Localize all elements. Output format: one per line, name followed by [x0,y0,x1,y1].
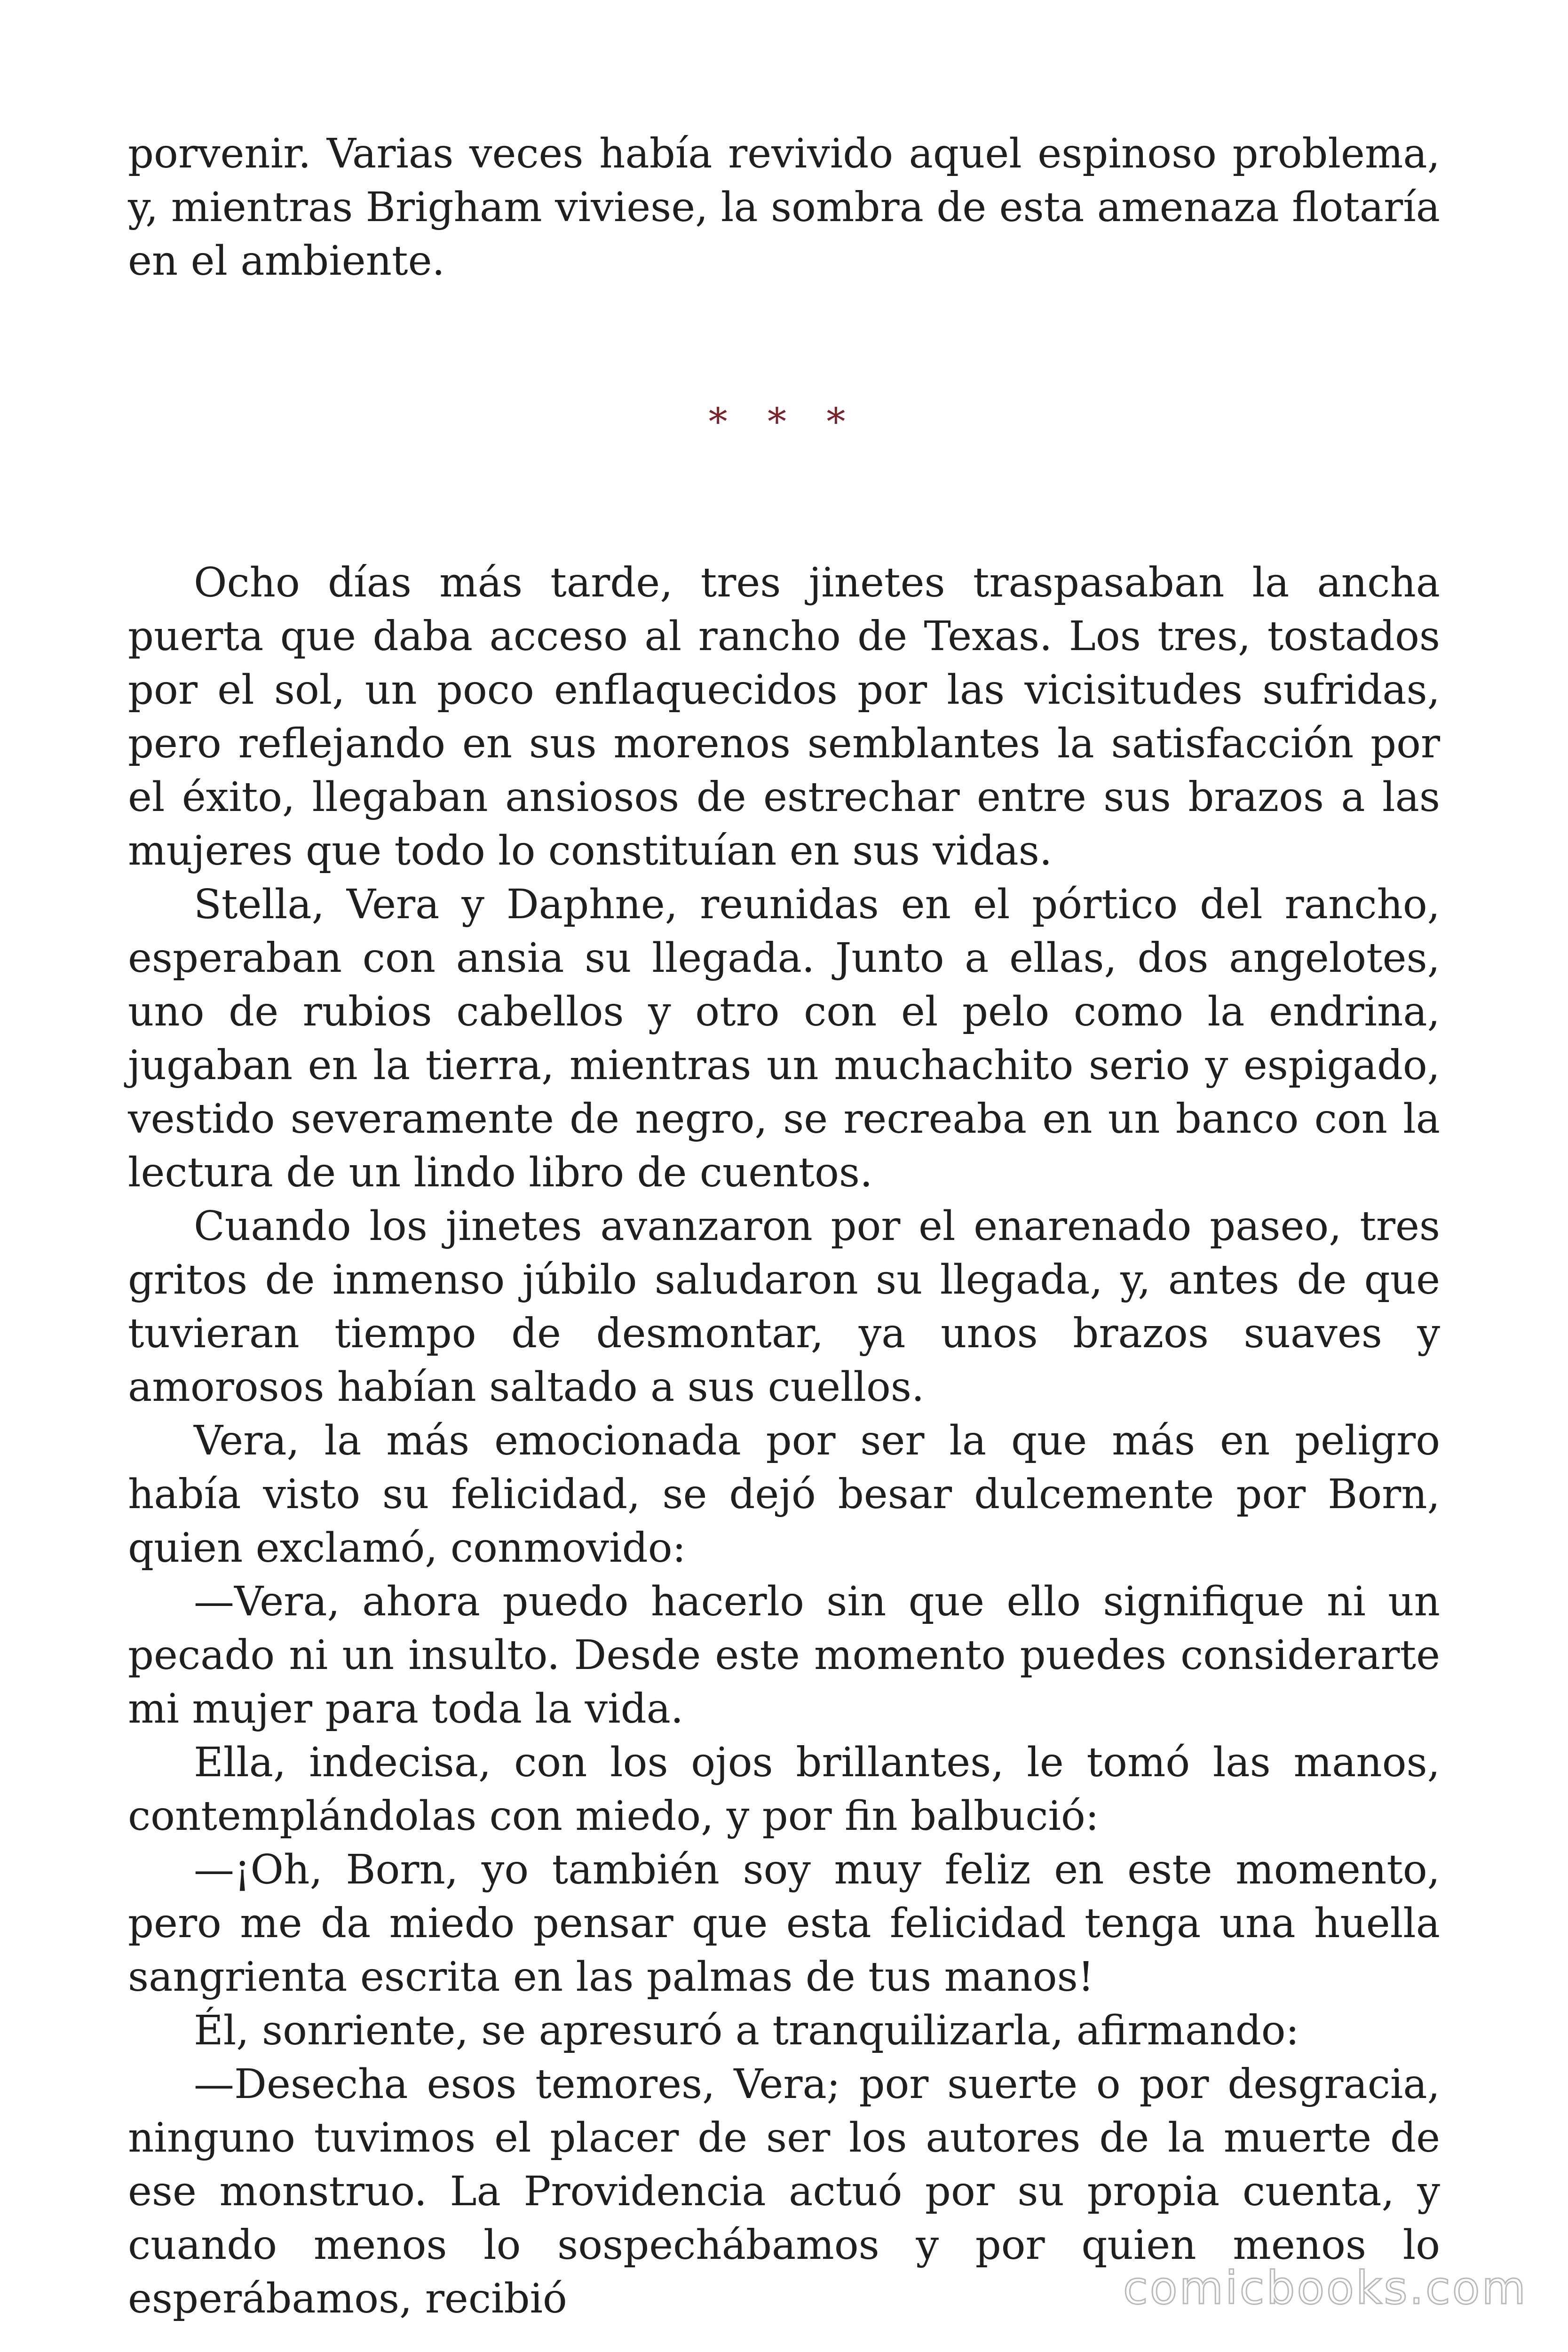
dialogue-paragraph-9: —Desecha esos temores, Vera; por suerte o por desgracia, ninguno tuvimos el placer de ser los autores de la muerte de ese monstruo. La Providencia actuó por su propia cuenta, y cuando menos lo sospechábamos y por quien menos lo esperábamos, recibió [128,2061,1440,2322]
paragraph-2: Stella, Vera y Daphne, reunidas en el pórtico del rancho, esperaban con ansia su llegada. Junto a ellas, dos angelotes, uno de rubios cabellos y otro con el pelo como la endrina, jugaban en la tierra, mientras un muchachito serio y espigado, vestido severamente de negro, se recreaba en un banco con la lectura de un lindo libro de cuentos. [128,881,1440,1196]
dialogue-paragraph-7: —¡Oh, Born, yo también soy muy feliz en este momento, pero me da miedo pensar que esta felicidad tenga una huella sangrienta escrita en las palmas de tus manos! [128,1846,1440,2001]
paragraph-4: Vera, la más emocionada por ser la que más en peligro había visto su felicidad, se dejó besar dulcemente por Born, quien exclamó, conmovido: [128,1417,1440,1572]
paragraph-8: Él, sonriente, se apresuró a tranquilizarla, afirmando: [194,2007,1299,2054]
paragraph-1: Ocho días más tarde, tres jinetes traspasaban la ancha puerta que daba acceso al rancho de Texas. Los tres, tostados por el sol, un poco enflaquecidos por las vicisitudes sufridas, pero reflejando en sus morenos semblantes la satisfacción por el éxito, llegaban ansiosos de estrechar entre sus brazos a las mujeres que todo lo constituían en sus vidas. [128,559,1440,874]
page-body [128,127,1440,2326]
paragraph-3: Cuando los jinetes avanzaron por el enarenado paseo, tres gritos de inmenso júbilo saludaron su llegada, y, antes de que tuvieran tiempo de desmontar, ya unos brazos suaves y amorosos habían saltado a sus cuellos. [128,1203,1440,1411]
opening-paragraph: porvenir. Varias veces había revivido aquel espinoso problema, y, mientras Brigham viviese, la sombra de esta amenaza flotaría en el ambiente. [128,130,1440,285]
site-watermark: comicbooks.com [1123,2262,1528,2314]
paragraph-6: Ella, indecisa, con los ojos brillantes, le tomó las manos, contemplándolas con miedo, y por fin balbució: [128,1739,1440,1840]
section-separator: * * * [708,400,860,444]
dialogue-paragraph-5: —Vera, ahora puedo hacerlo sin que ello signifique ni un pecado ni un insulto. Desde este momento puedes considerarte mi mujer para toda la vida. [128,1578,1440,1732]
